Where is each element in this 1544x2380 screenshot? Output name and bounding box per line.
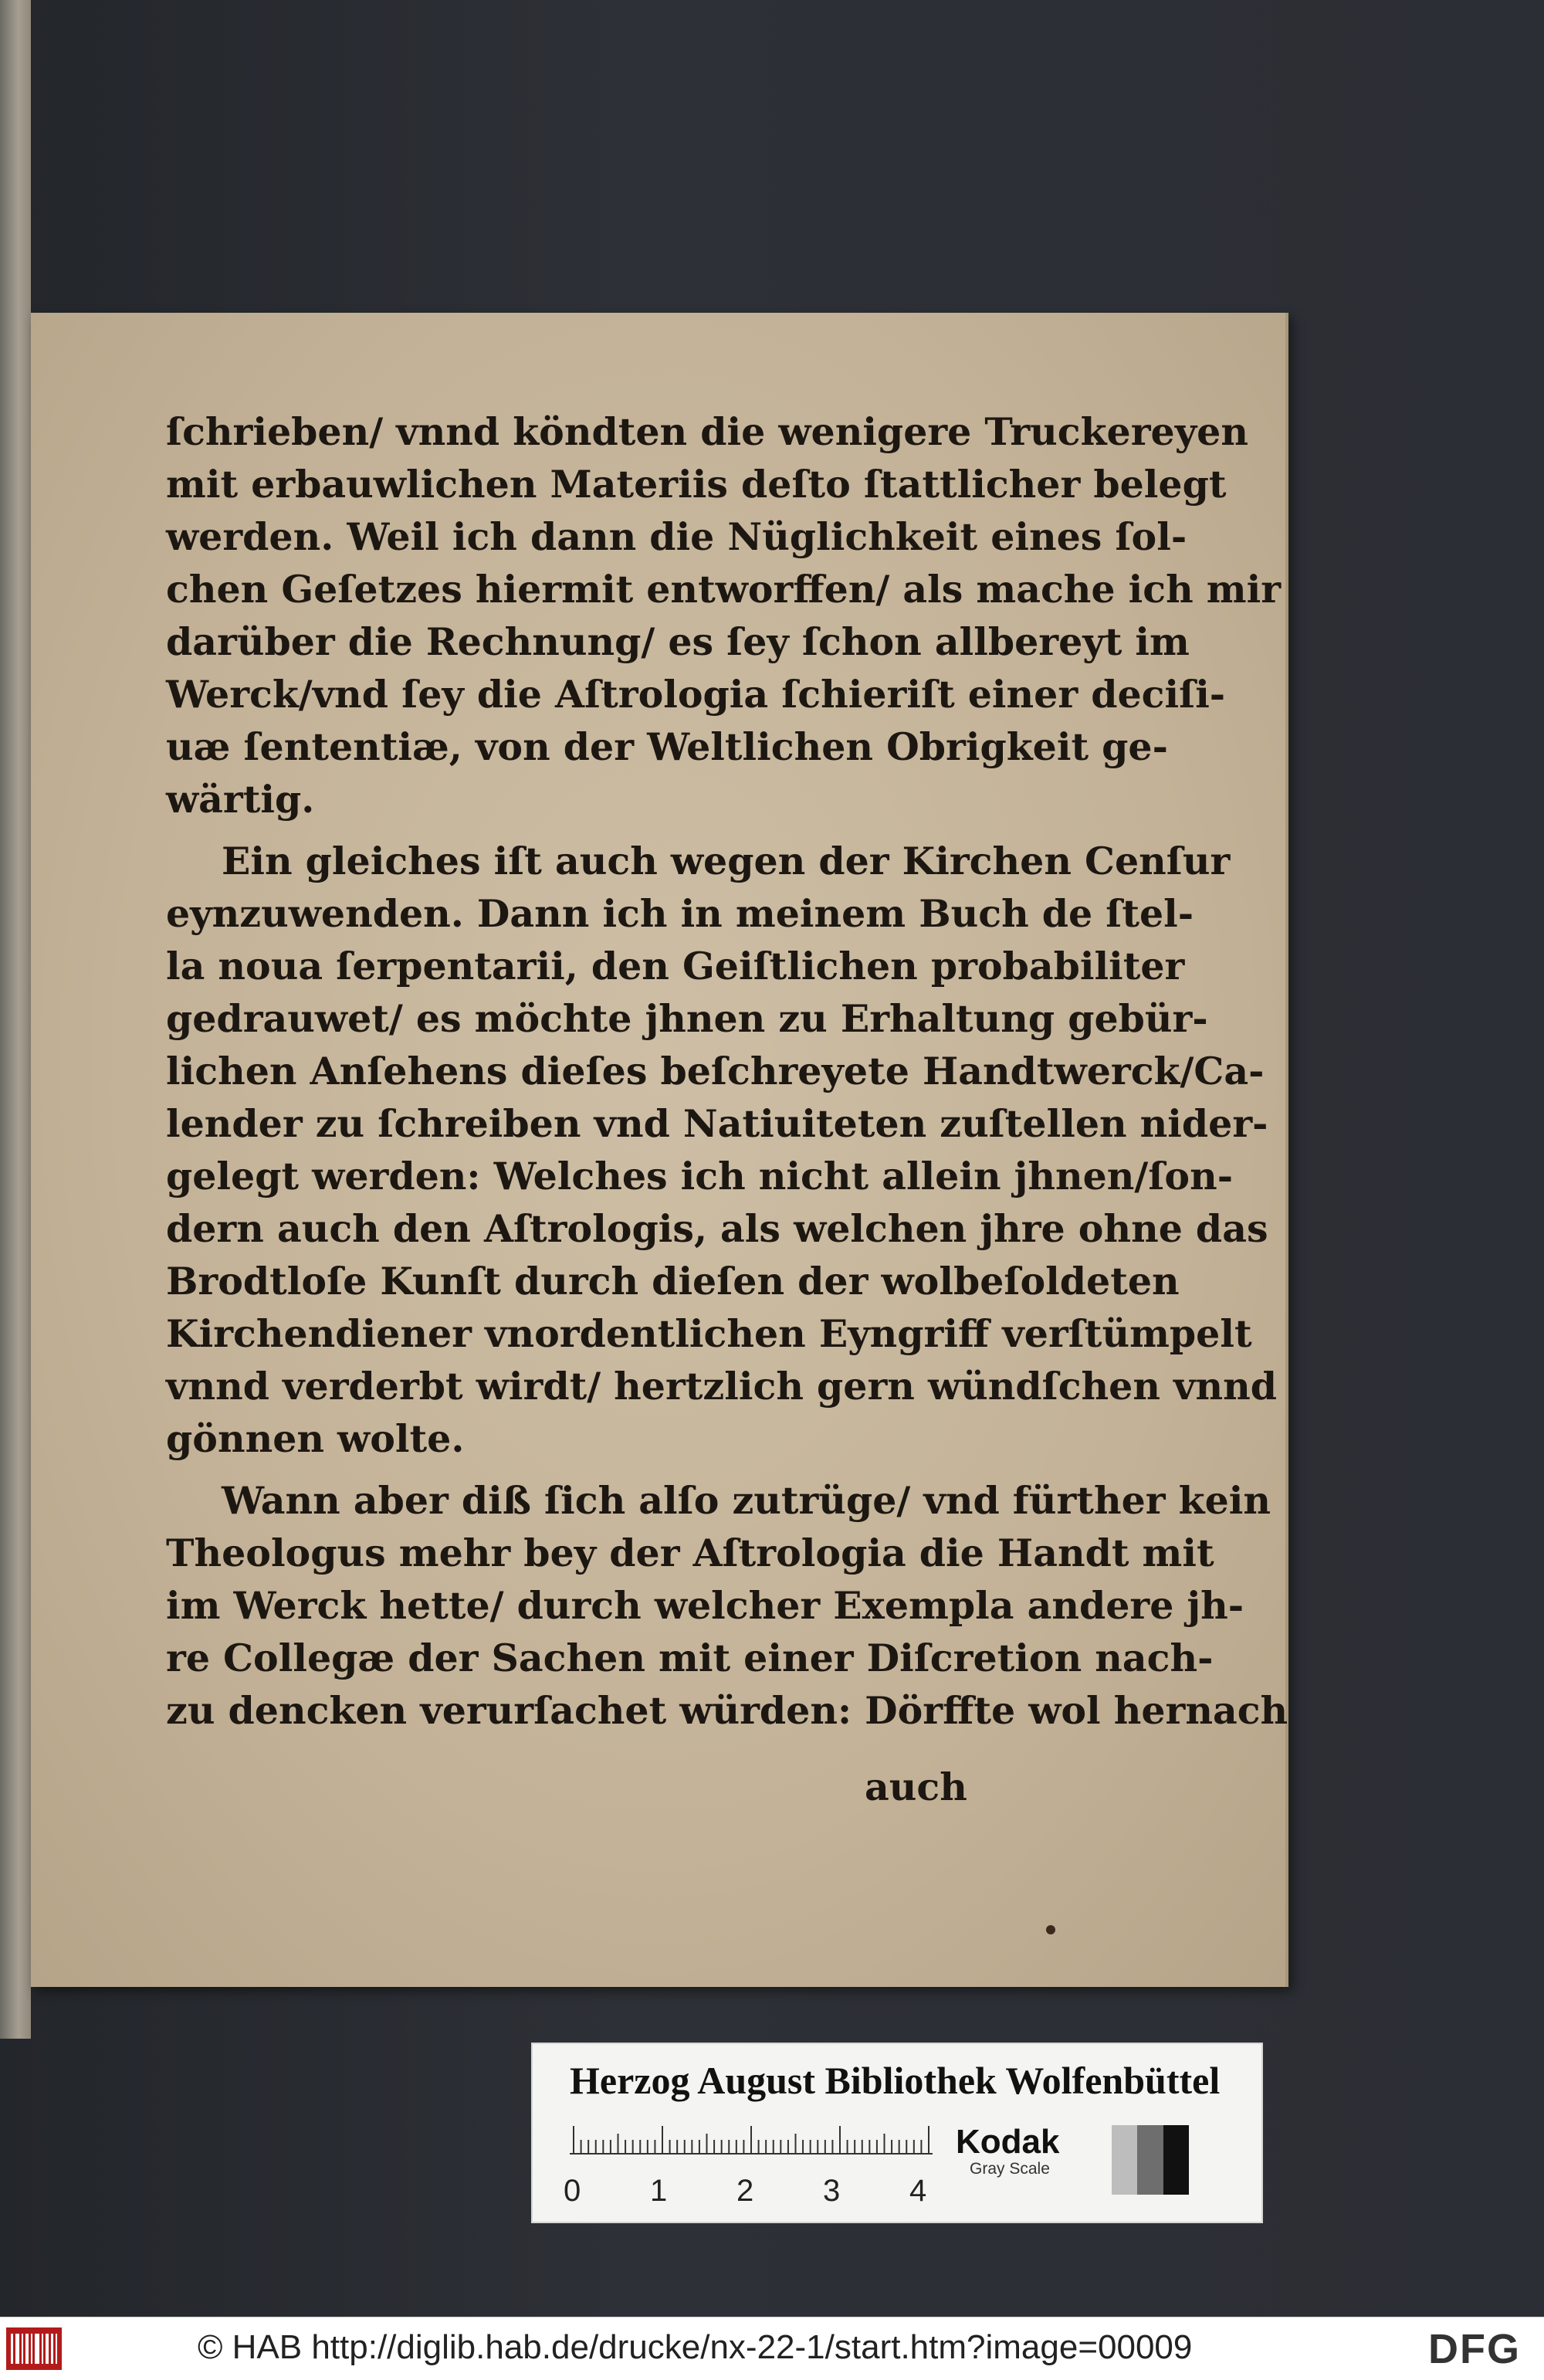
dfg-logo: DFG <box>1428 2326 1521 2372</box>
text-line: gelegt werden: Welches ich nicht allein jhnen/ſon- <box>166 1154 1234 1198</box>
text-line: lichen Anſehens dieſes beſchreyete Handtwerck/Ca- <box>166 1049 1265 1093</box>
text-line: Brodtloſe Kunſt durch dieſen der wolbeſoldeten <box>166 1259 1180 1304</box>
gray-scale-caption: Gray Scale <box>970 2160 1050 2178</box>
text-line: im Werck hette/ durch welcher Exempla andere jh- <box>166 1583 1244 1628</box>
copyright-url: © HAB http://diglib.hab.de/drucke/nx-22-1/start.htm?image=00009 <box>198 2328 1193 2366</box>
page-text <box>166 405 1288 1737</box>
text-line: vnnd verderbt wirdt/ hertzlich gern wündſchen vnnd <box>166 1364 1278 1409</box>
text-line: werden. Weil ich dann die Nüglichkeit eines ſol- <box>166 514 1187 559</box>
ruler-scale-icon <box>570 2123 933 2171</box>
library-name: Herzog August Bibliothek Wolfenbüttel <box>570 2059 1221 2102</box>
text-line: zu dencken verurſachet würden: Dörffte wol hernach <box>166 1688 1288 1733</box>
text-line: eynzuwenden. Dann ich in meinem Buch de ſtel- <box>166 891 1194 936</box>
kodak-brand: Kodak <box>956 2123 1060 2161</box>
text-line: Ein gleiches iſt auch wegen der Kirchen Cenſur <box>222 839 1231 883</box>
text-line: dern auch den Aſtrologis, als welchen jhre ohne das <box>166 1206 1268 1251</box>
gray-patch <box>1137 2125 1163 2195</box>
ruler-numbers <box>564 2174 957 2212</box>
text-line: mit erbauwlichen Materiis deſto ſtattlicher belegt <box>166 462 1227 507</box>
footer-bar <box>0 2317 1544 2380</box>
text-line: Wann aber diß ſich alſo zutrüge/ vnd fürther kein <box>222 1478 1271 1523</box>
gray-patch <box>1112 2125 1137 2195</box>
ink-dot <box>1046 1925 1055 1934</box>
text-line: la noua ſerpentarii, den Geiſtlichen probabiliter <box>166 944 1185 988</box>
text-line: Theologus mehr bey der Aſtrologia die Handt mit <box>166 1531 1214 1575</box>
text-line: re Collegæ der Sachen mit einer Diſcretion nach- <box>166 1636 1214 1680</box>
ruler-number: 3 <box>823 2174 841 2208</box>
gray-patches <box>1112 2125 1189 2195</box>
catchword: auch <box>865 1765 967 1809</box>
library-color-target <box>531 2043 1263 2223</box>
text-line: ſchrieben/ vnnd köndten die wenigere Truckereyen <box>166 409 1248 454</box>
text-line: lender zu ſchreiben vnd Natiuiteten zuſtellen nider- <box>166 1101 1268 1146</box>
text-line: darüber die Rechnung/ es ſey ſchon allbereyt im <box>166 619 1190 664</box>
text-line: Werck/vnd ſey die Aſtrologia ſchieriſt einer deciſi- <box>166 672 1226 717</box>
adjacent-page-edge <box>0 0 31 2039</box>
ruler-number: 2 <box>736 2174 754 2208</box>
ruler-number: 1 <box>650 2174 668 2208</box>
text-line: chen Geſetzes hiermit entworffen/ als mache ich mir <box>166 567 1282 612</box>
text-line: gedrauwet/ es möchte jhnen zu Erhaltung gebür- <box>166 996 1208 1041</box>
text-line: wärtig. <box>166 777 315 822</box>
barcode-icon <box>6 2327 62 2370</box>
book-page <box>31 313 1288 1987</box>
ruler-number: 4 <box>909 2174 927 2208</box>
text-line: Kirchendiener vnordentlichen Eyngriff verſtümpelt <box>166 1311 1252 1356</box>
ruler-number: 0 <box>564 2174 581 2208</box>
text-line: uæ ſententiæ, von der Weltlichen Obrigkeit ge- <box>166 724 1168 769</box>
gray-patch <box>1163 2125 1189 2195</box>
text-line: gönnen wolte. <box>166 1416 465 1461</box>
